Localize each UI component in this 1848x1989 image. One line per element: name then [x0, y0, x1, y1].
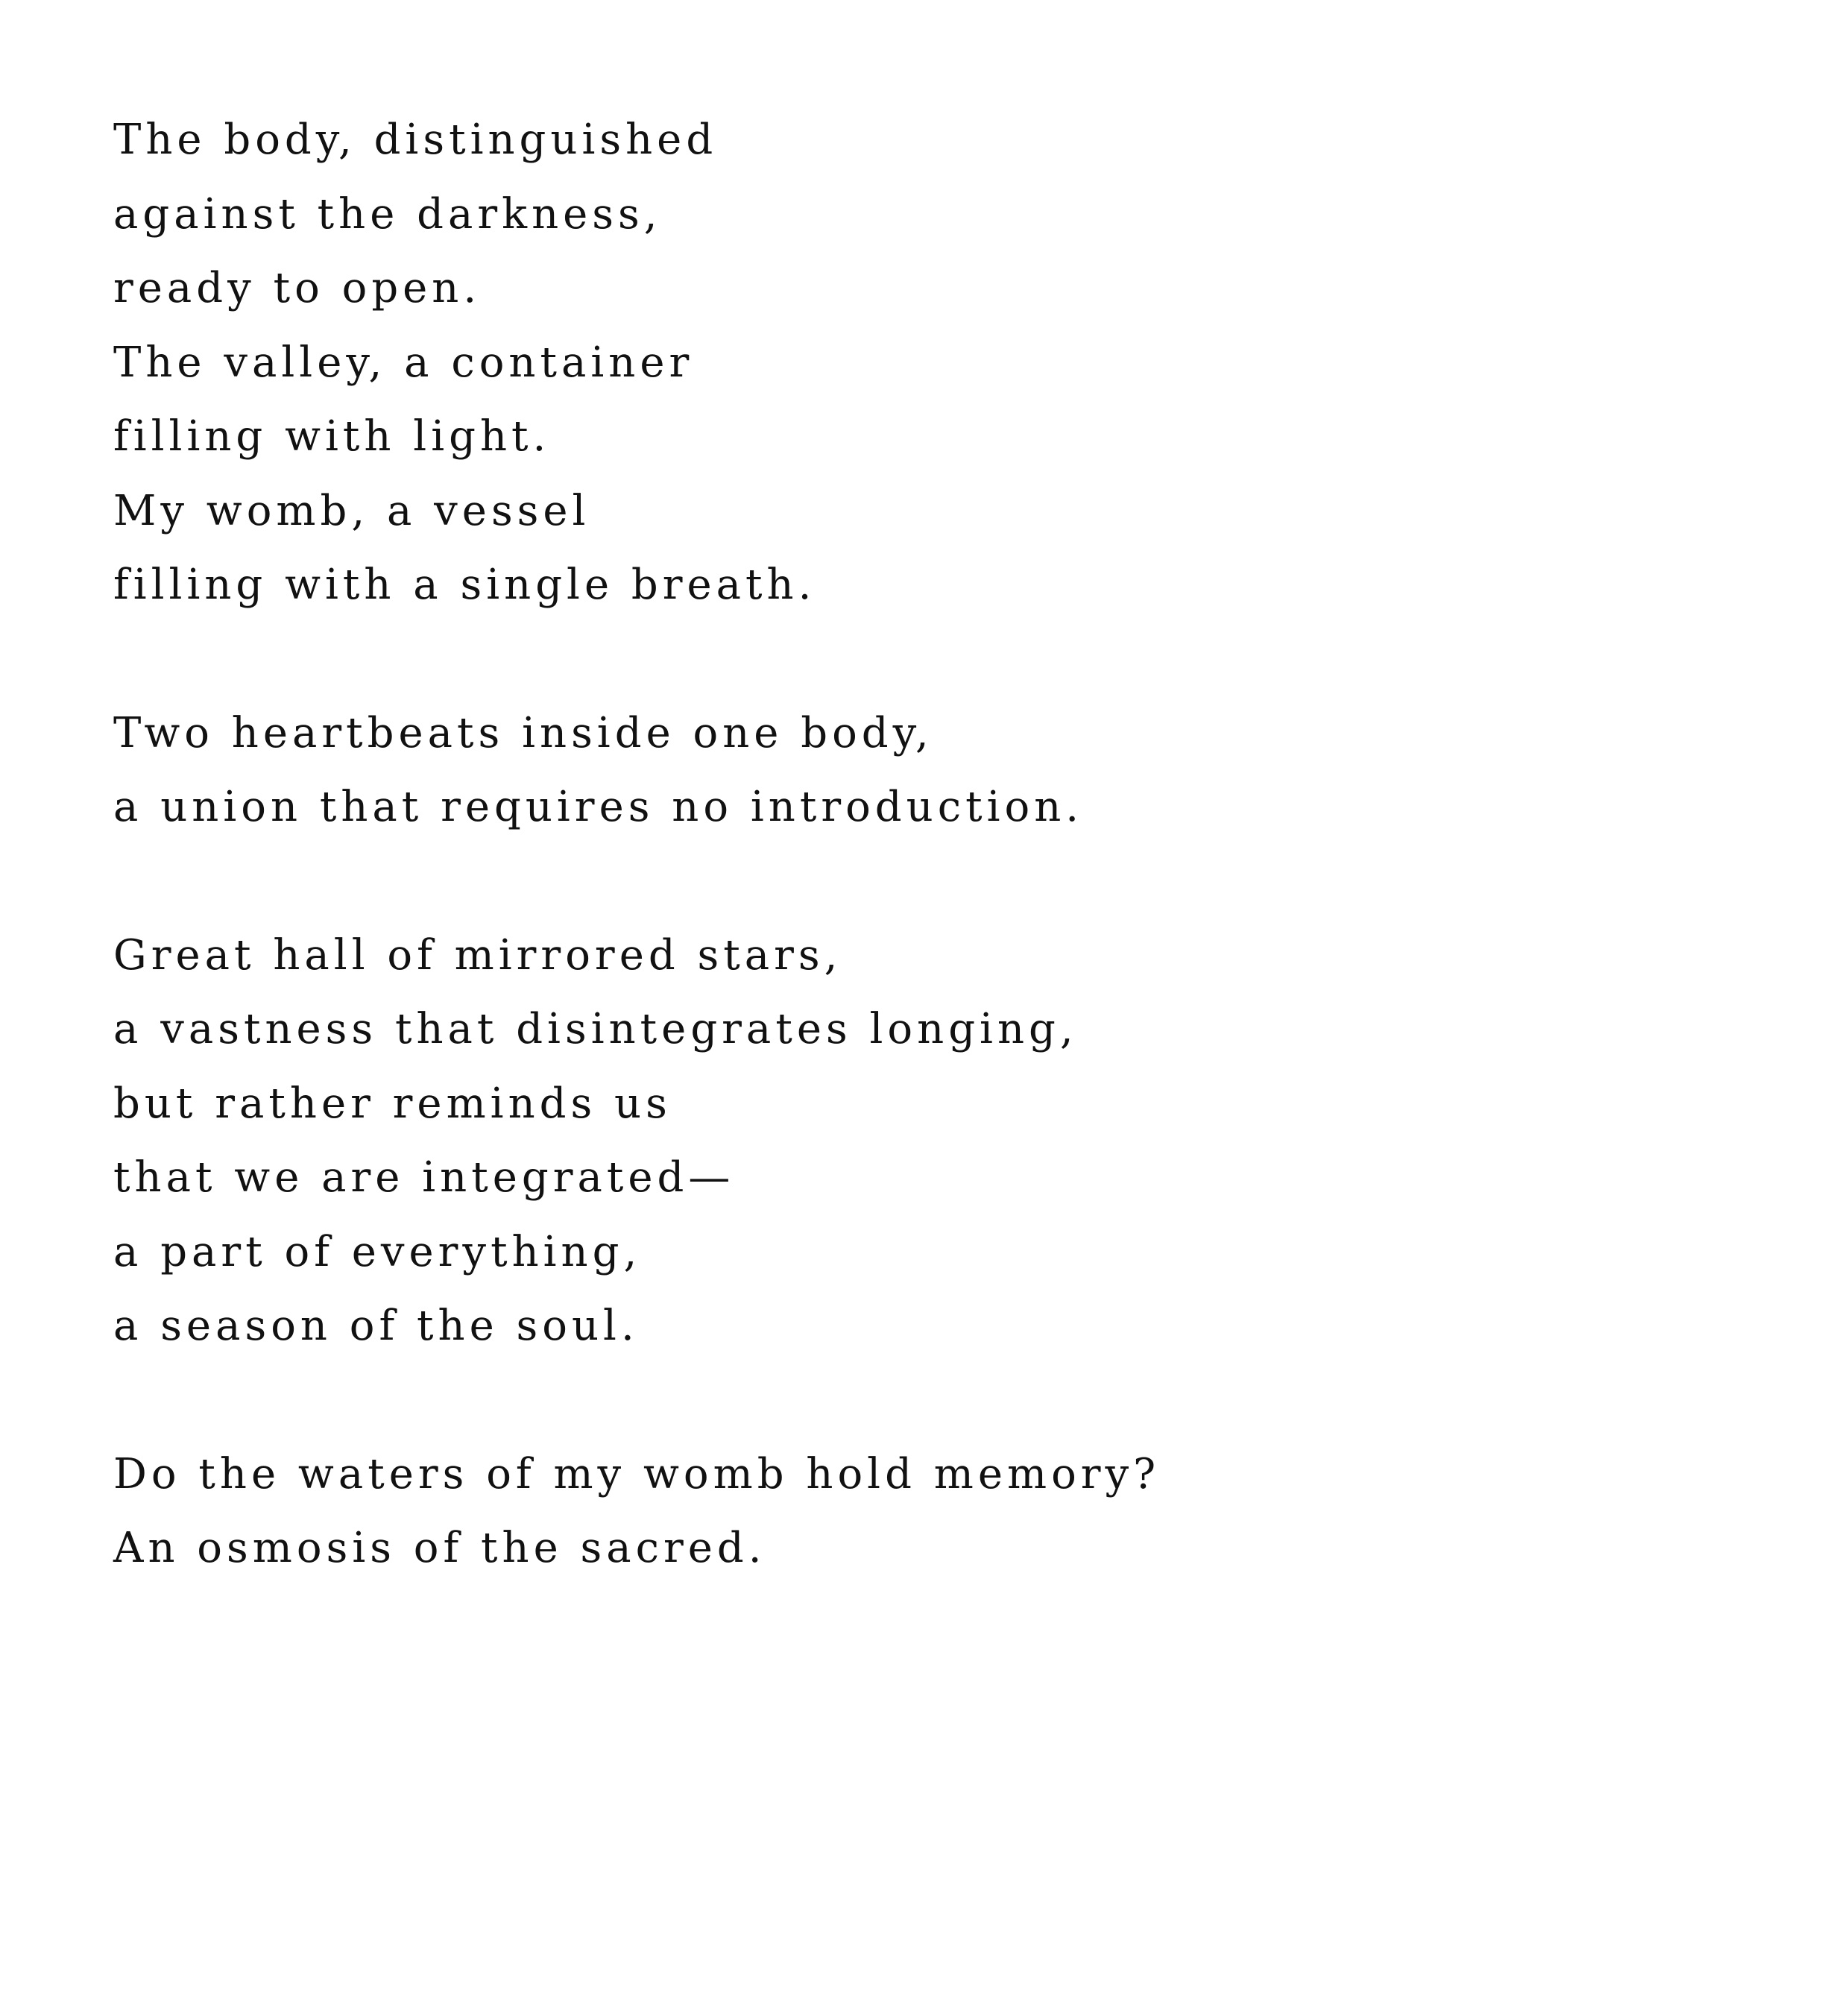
poem-line: ready to open.: [113, 264, 482, 312]
poem-line: a union that requires no introduction.: [113, 783, 1084, 831]
poem-line: filling with a single breath.: [113, 561, 816, 609]
stanza-4: [113, 1445, 1753, 1593]
poem-line: but rather reminds us: [113, 1079, 672, 1128]
poem-line: Great hall of mirrored stars,: [113, 930, 842, 980]
poem-line: The body, distinguished: [113, 116, 718, 164]
poem-line: My womb, a vessel: [113, 486, 590, 535]
poem-line: a season of the soul.: [113, 1302, 639, 1350]
stanza-1: [113, 110, 1753, 630]
poem: [113, 110, 1753, 1593]
stanza-3: [113, 926, 1753, 1371]
poem-line: a part of everything,: [113, 1227, 642, 1276]
poem-line: that we are integrated—: [113, 1153, 735, 1202]
stanza-2: [113, 704, 1753, 852]
poem-line: An osmosis of the sacred.: [113, 1524, 766, 1572]
poem-line: Two heartbeats inside one body,: [113, 708, 933, 757]
poem-line: filling with light.: [113, 412, 551, 461]
poem-line: The valley, a container: [113, 338, 694, 387]
poem-line: against the darkness,: [113, 189, 662, 239]
poem-line: a vastness that disintegrates longing,: [113, 1005, 1078, 1053]
poem-line: Do the waters of my womb hold memory?: [113, 1449, 1161, 1498]
